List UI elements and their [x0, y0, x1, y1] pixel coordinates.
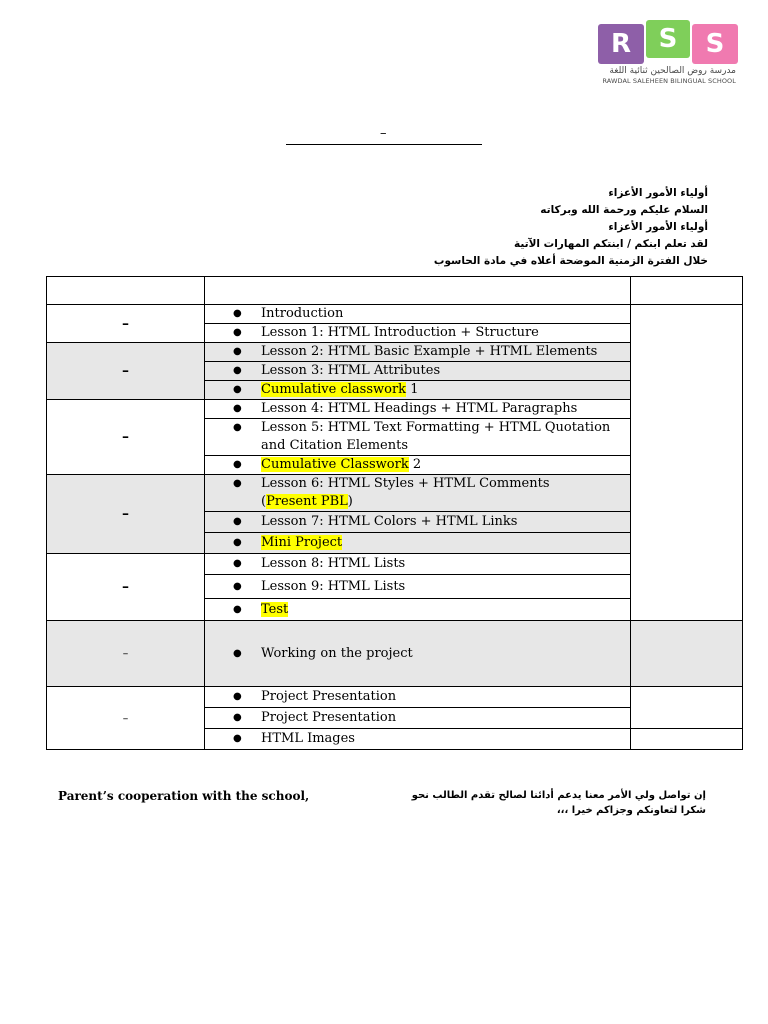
lesson-text: Lesson 2: HTML Basic Example + HTML Elements — [261, 344, 598, 359]
bullet-icon: ● — [233, 459, 242, 470]
lesson-text: Lesson 1: HTML Introduction + Structure — [261, 325, 539, 340]
notes-cell — [631, 305, 743, 621]
bullet-icon: ● — [233, 558, 242, 569]
table-row — [47, 621, 743, 687]
lesson-cell — [205, 575, 631, 599]
lesson-text: HTML Images — [261, 731, 355, 746]
period-cell: – — [47, 475, 205, 554]
bullet-icon: ● — [233, 346, 242, 357]
lesson-cell — [205, 381, 631, 400]
lesson-cell — [205, 687, 631, 708]
table-header-row — [47, 277, 743, 305]
footer-arabic-line: إن تواصل ولي الأمر معنا يدعم أدائنا لصالح تقدم الطالب نحو — [411, 790, 706, 801]
greeting-line: أولياء الأمور الأعزاء — [608, 221, 708, 233]
lesson-cell — [205, 324, 631, 343]
notes-cell — [631, 621, 743, 687]
lesson-cell — [205, 533, 631, 554]
greeting-line: خلال الفترة الزمنية الموضحة أعلاه في مادة الحاسوب — [433, 255, 708, 267]
notes-cell — [631, 729, 743, 750]
logo-letter-s-second: S — [692, 24, 738, 64]
logo-letter-s: S — [646, 20, 690, 58]
lesson-text: Lesson 9: HTML Lists — [261, 578, 406, 594]
lesson-cell — [205, 343, 631, 362]
header-lessons-cell — [205, 277, 631, 305]
school-logo — [598, 20, 738, 88]
lesson-cell — [205, 621, 631, 687]
lesson-cell — [205, 456, 631, 475]
lesson-suffix: ) — [347, 494, 353, 509]
lesson-cell — [205, 512, 631, 533]
bullet-icon: ● — [233, 712, 242, 723]
period-cell: – — [47, 343, 205, 400]
bullet-icon: ● — [233, 537, 242, 548]
lesson-text: Project Presentation — [261, 689, 397, 704]
logo-arabic-name: مدرسة روض الصالحين ثنائية اللغة — [609, 66, 736, 76]
bullet-icon: ● — [233, 384, 242, 395]
lesson-cell — [205, 729, 631, 750]
bullet-icon: ● — [233, 422, 242, 433]
period-cell: – — [47, 400, 205, 475]
bullet-icon: ● — [233, 478, 242, 489]
footer-english-note: Parent’s cooperation with the school, — [58, 789, 310, 803]
lesson-prefix: ( — [261, 494, 267, 509]
lesson-text: Lesson 7: HTML Colors + HTML Links — [261, 514, 518, 529]
table-row — [47, 687, 743, 708]
bullet-icon: ● — [233, 691, 242, 702]
lesson-cell — [205, 400, 631, 419]
period-cell: – — [47, 305, 205, 343]
period-cell: – — [47, 687, 205, 750]
arabic-greeting — [388, 185, 708, 270]
footer-arabic-note — [376, 788, 706, 818]
highlighted-text: Present PBL — [266, 494, 348, 509]
lesson-text: Lesson 3: HTML Attributes — [261, 363, 441, 378]
title-dash: – — [380, 126, 387, 141]
bullet-icon: ● — [233, 516, 242, 527]
lesson-text: Lesson 6: HTML Styles + HTML Comments — [261, 476, 550, 491]
highlighted-text: Test — [261, 601, 289, 617]
highlighted-text: Cumulative classwork — [261, 382, 407, 397]
header-period-cell — [47, 277, 205, 305]
lesson-cell — [205, 708, 631, 729]
bullet-icon: ● — [233, 403, 242, 414]
title-underline — [286, 144, 482, 145]
lesson-cell — [205, 419, 631, 456]
lesson-cell — [205, 362, 631, 381]
bullet-icon: ● — [233, 647, 242, 659]
highlighted-text: Mini Project — [261, 535, 343, 550]
lesson-suffix: 1 — [406, 382, 419, 397]
lesson-suffix: 2 — [408, 457, 422, 472]
greeting-line: لقد تعلم ابنكم / ابنتكم المهارات الآتية — [513, 238, 708, 250]
period-cell: – — [47, 554, 205, 621]
logo-letter-r: R — [598, 24, 644, 64]
greeting-line: السلام عليكم ورحمة الله وبركاته — [540, 204, 708, 216]
bullet-icon: ● — [233, 733, 242, 744]
footer-arabic-line: شكرا لتعاونكم وجزاكم خيرا ،،، — [556, 805, 706, 816]
notes-cell — [631, 687, 743, 729]
table-row — [47, 305, 743, 324]
highlighted-text: Cumulative Classwork — [261, 457, 409, 472]
lesson-text: Introduction — [261, 306, 344, 321]
lesson-text: Working on the project — [261, 645, 413, 661]
bullet-icon: ● — [233, 308, 242, 319]
lesson-text: Lesson 4: HTML Headings + HTML Paragraphs — [261, 401, 578, 416]
greeting-line: أولياء الأمور الأعزاء — [608, 187, 708, 199]
bullet-icon: ● — [233, 327, 242, 338]
lesson-cell — [205, 305, 631, 324]
lesson-text: Lesson 8: HTML Lists — [261, 556, 406, 571]
lesson-plan-table — [46, 276, 743, 750]
period-cell: – — [47, 621, 205, 687]
lesson-cell — [205, 554, 631, 575]
lesson-text: Lesson 5: HTML Text Formatting + HTML Quotation and Citation Elements — [261, 420, 611, 453]
lesson-cell — [205, 599, 631, 621]
logo-english-name: RAWDAL SALEHEEN BILINGUAL SCHOOL — [602, 77, 736, 85]
lesson-cell — [205, 475, 631, 512]
header-notes-cell — [631, 277, 743, 305]
lesson-text: Project Presentation — [261, 710, 397, 725]
bullet-icon: ● — [233, 365, 242, 376]
bullet-icon: ● — [233, 603, 242, 615]
bullet-icon: ● — [233, 580, 242, 592]
